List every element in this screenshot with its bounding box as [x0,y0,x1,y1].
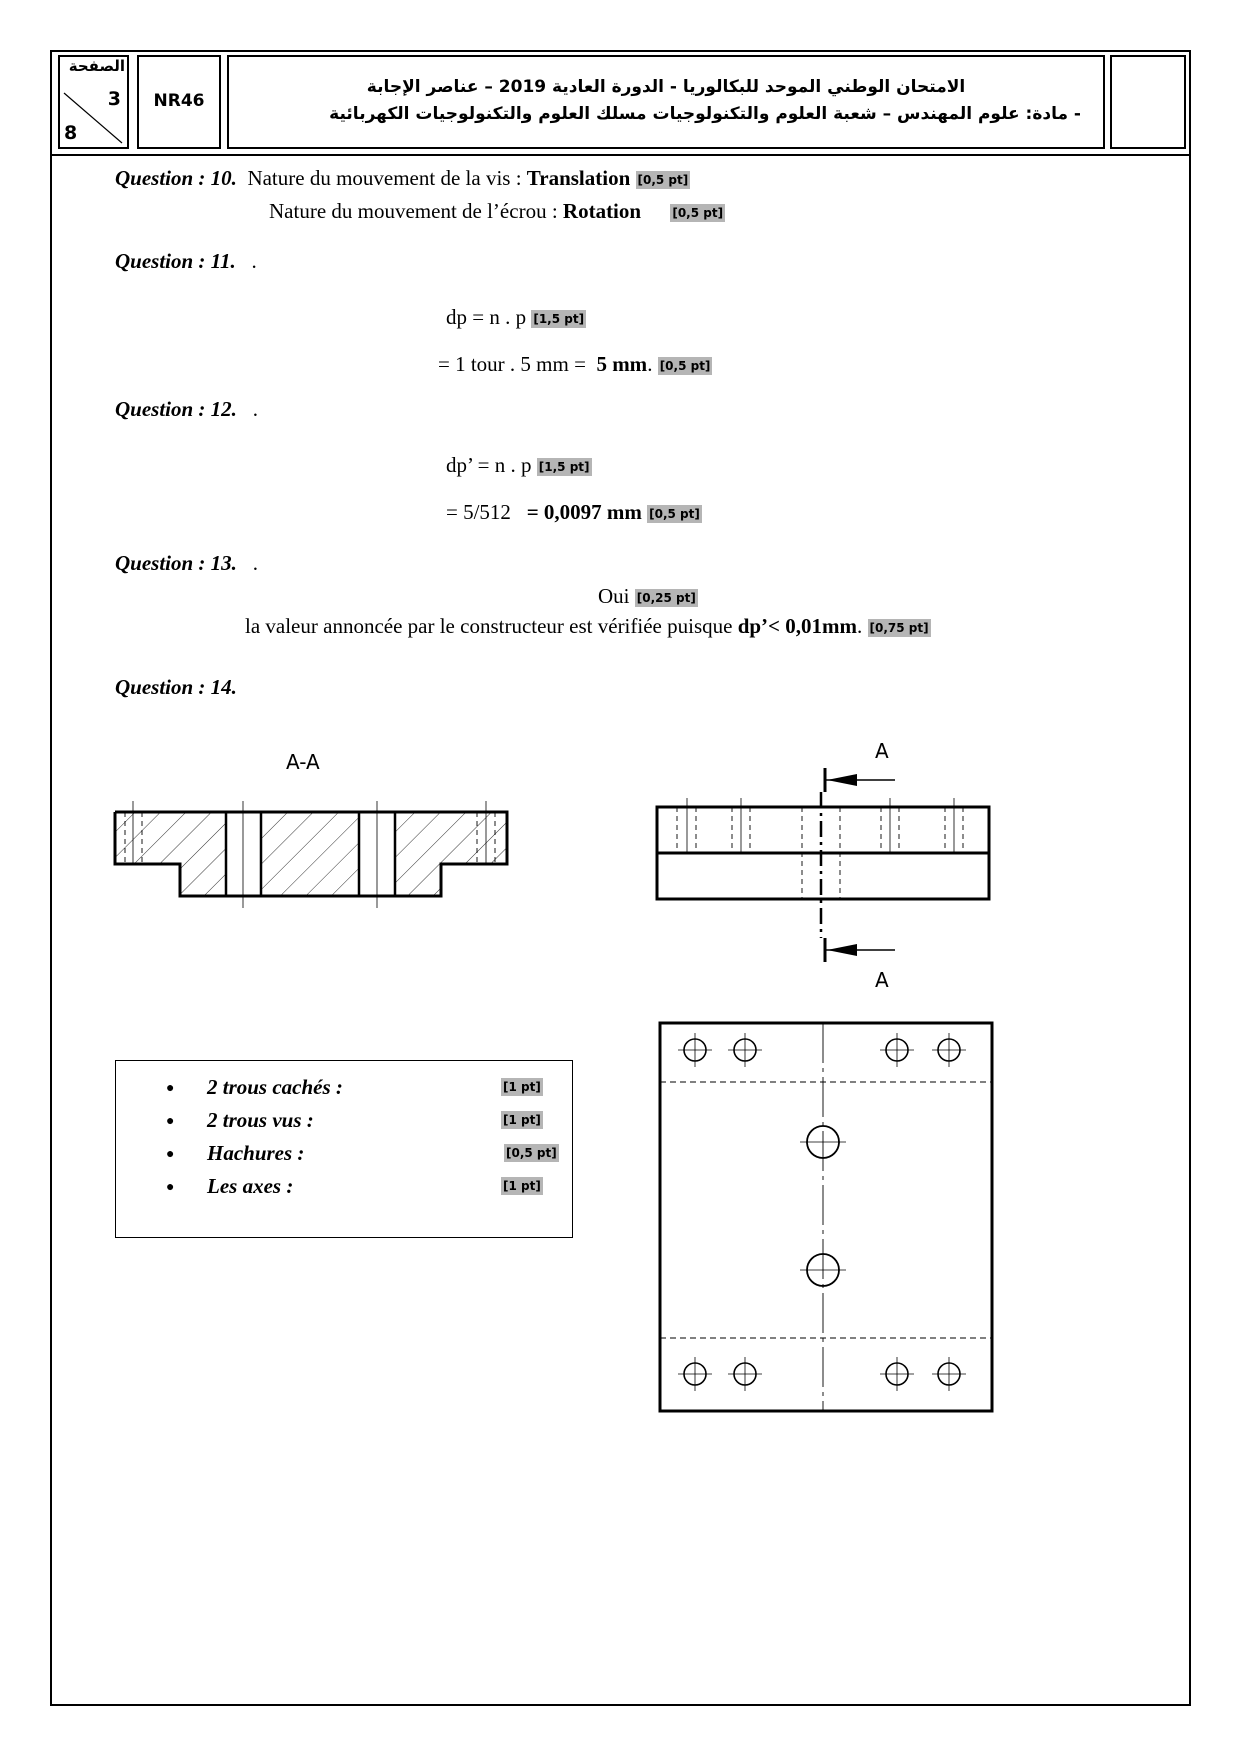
q11-formula-points: [1,5 pt] [533,312,585,327]
hatch-right [395,812,507,896]
cut-arrow-bottom [825,938,895,962]
q12-formula-line [446,453,592,478]
q13-heading [115,551,258,576]
legend-item-points: [0,5 pt] [506,1146,557,1161]
cut-label-top: A [875,740,889,763]
exam-title-box [227,55,1105,149]
q10-line1-points: [0,5 pt] [637,173,689,188]
q12-heading [115,397,258,422]
q11-result-dot: . [647,352,653,376]
q10-line1 [115,166,690,191]
q11-result-line [438,352,712,377]
grading-legend [115,1060,573,1238]
bullet: ● [166,1180,175,1195]
q10-line1-answer: Translation [526,166,631,190]
top-view-drawing [650,1015,1000,1415]
empty-header-box [1110,55,1186,149]
q13-answer-points: [0,25 pt] [636,591,696,606]
q13-answer: Oui [598,584,630,608]
q13-dot: . [252,551,258,575]
page-total: 8 [64,122,78,144]
exam-code-box [137,55,221,149]
cut-label-bottom: A [875,968,889,992]
hatch-left [115,812,226,896]
exam-title-line2: - مادة: علوم المهندس – شعبة العلوم والتكنولوجيات مسلك العلوم والتكنولوجيات الكهربائية [329,104,1081,124]
front-view-drawing [650,740,1010,1000]
top-view-outline [660,1023,992,1411]
q13-label: Question : 13. [115,551,237,575]
exam-code: NR46 [153,91,205,111]
legend-item-points: [1 pt] [503,1080,541,1095]
front-upper-block [657,807,989,853]
section-view-drawing [100,745,520,925]
front-lower-block [657,853,989,899]
top-hidden-steps [660,1082,992,1338]
q12-calc: = 5/512 [446,500,511,524]
q12-result-points: [0,5 pt] [649,507,700,522]
q13-sentence-points: [0,75 pt] [869,621,929,636]
hatch-center [261,812,359,896]
q12-label: Question : 12. [115,397,237,421]
q12-formula: dp’ = n . p [446,453,537,477]
q12-result-line [446,500,702,525]
q13-sentence-line [245,614,931,639]
page-number: 3 [107,88,121,110]
q11-formula-line [446,305,586,330]
q11-result-points: [0,5 pt] [659,359,711,374]
legend-item-label: 2 trous vus : [207,1108,314,1132]
q11-result: 5 mm [596,352,648,376]
section-label: A-A [286,750,320,774]
page-number-box [58,55,129,149]
legend-item-points: [1 pt] [503,1113,541,1128]
bullet: ● [166,1147,175,1162]
q12-formula-points: [1,5 pt] [538,460,590,475]
q10-label: Question : 10. [115,166,237,190]
legend-item-label: 2 trous cachés : [207,1075,343,1099]
q10-line2-points: [0,5 pt] [672,206,724,221]
q13-sentence-end: . [857,614,863,638]
q10-line2-text: Nature du mouvement de l’écrou : [269,199,563,223]
q14-heading [115,675,237,700]
q11-formula: dp = n . p [446,305,532,329]
q14-label: Question : 14. [115,675,237,699]
header-divider [50,154,1191,156]
q10-line1-text: Nature du mouvement de la vis : [247,166,527,190]
q10-line2-answer: Rotation [562,199,642,223]
page-label: الصفحة [68,57,125,75]
q12-result: = 0,0097 mm [526,500,642,524]
top-small-hole-axes [678,1033,966,1391]
legend-item-label: Hachures : [207,1141,305,1165]
bullet: ● [166,1081,175,1096]
q11-label: Question : 11. [115,249,236,273]
legend-item-label: Les axes : [207,1174,294,1198]
q10-line2 [269,199,725,224]
q13-sentence-bold: dp’< 0,01mm [737,614,858,638]
q13-answer-line [598,584,698,609]
cut-arrow-top [825,768,895,792]
q11-calc: = 1 tour . 5 mm = [438,352,586,376]
legend-item-points: [1 pt] [503,1179,541,1194]
bullet: ● [166,1114,175,1129]
q11-dot: . [251,249,257,273]
top-small-holes [684,1039,960,1385]
exam-title-line1: الامتحان الوطني الموحد للبكالوريا - الدورة العادية 2019 – عناصر الإجابة [366,77,966,97]
q12-dot: . [252,397,258,421]
q13-sentence: la valeur annoncée par le constructeur est vérifiée puisque [245,614,738,638]
q11-heading [115,249,257,274]
